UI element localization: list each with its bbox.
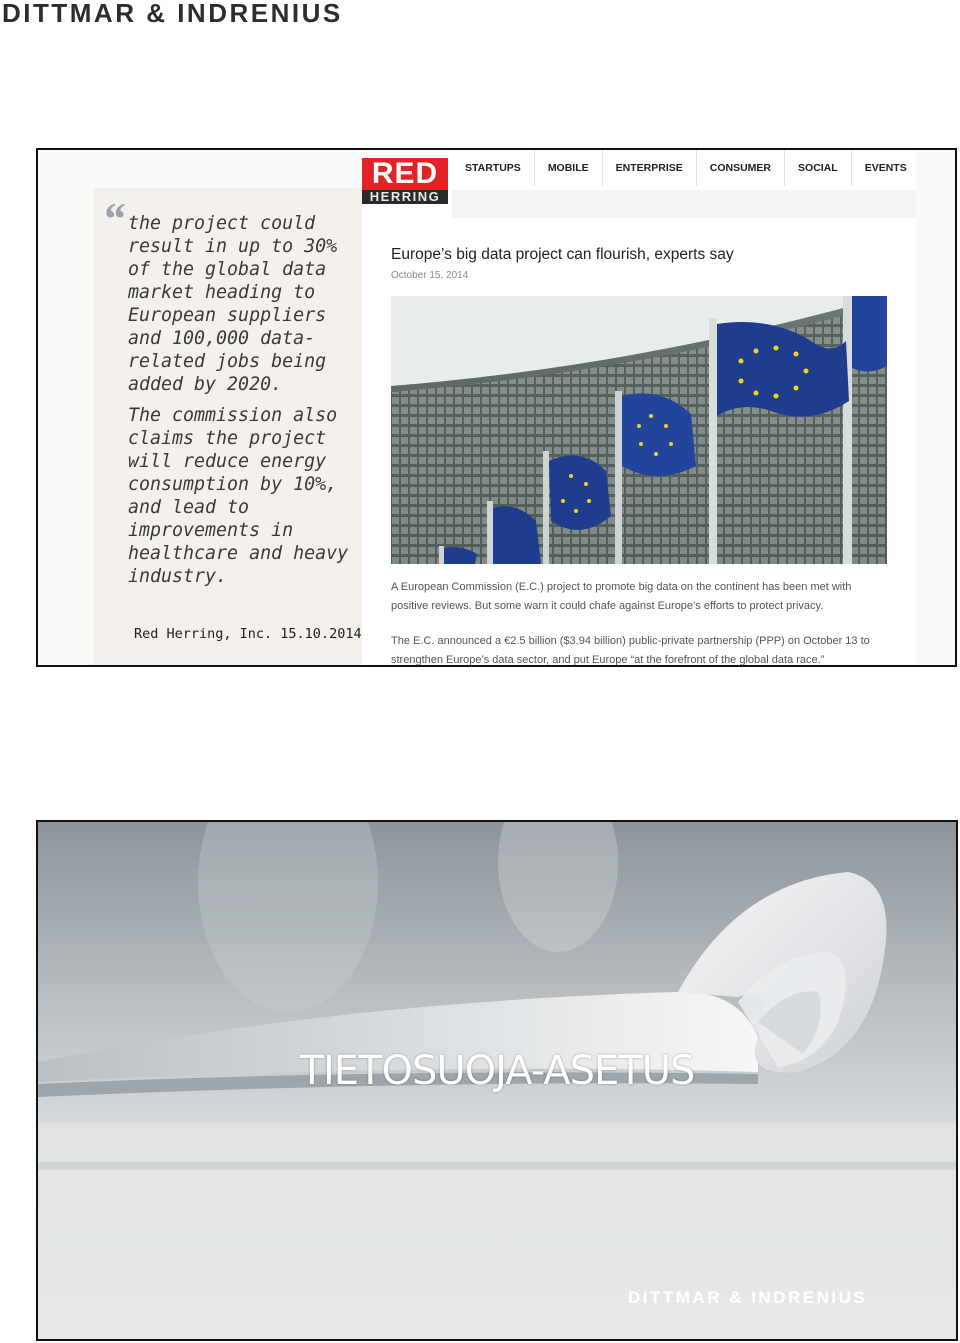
slide-title-tietosuoja	[36, 820, 958, 1341]
red-herring-logo[interactable]	[362, 158, 448, 204]
article-date: October 15, 2014	[391, 270, 469, 281]
nav-startups[interactable]: STARTUPS	[452, 150, 535, 186]
article-lede: A European Commission (E.C.) project to promote big data on the continent has been met with positive reviews. But some warn it could chafe against Europe’s efforts to protect privacy.	[391, 581, 852, 612]
nav-enterprise[interactable]: ENTERPRISE	[603, 150, 697, 186]
logo-herring-text: HERRING	[362, 190, 448, 204]
quote-paragraph-2: The commission also claims the project will reduce energy consumption by 10%, and lead to improvements in healthcare and heavy industry.	[128, 405, 349, 587]
company-logo: DITTMAR & INDRENIUS	[2, 0, 343, 28]
nav-mobile[interactable]: MOBILE	[535, 150, 603, 186]
quote-panel	[94, 188, 362, 667]
logo-red-text: RED	[362, 158, 448, 190]
quote-mark-icon: “	[102, 193, 125, 244]
article-headline[interactable]: Europe’s big data project can flourish, experts say	[391, 246, 734, 263]
quote-paragraph-1: the project could result in up to 30% of the global data market heading to European suppliers and 100,000 data-related jobs being added by 2020.	[128, 213, 338, 395]
article-screenshot	[362, 150, 916, 665]
slide-logo: DITTMAR & INDRENIUS	[628, 1288, 868, 1307]
nav-events[interactable]: EVENTS	[864, 162, 907, 174]
nav-social[interactable]: SOCIAL	[785, 150, 852, 186]
slide-title: TIETOSUOJA-ASETUS	[299, 1048, 695, 1094]
nav-bar-strip	[452, 190, 916, 218]
quote-text	[128, 212, 358, 596]
nav-consumer[interactable]: CONSUMER	[697, 150, 785, 186]
article-body: The E.C. announced a €2.5 billion ($3.94 billion) public-private partnership (PPP) on October 13 to strengthen Europe’s data sector, and put Europe “at the forefront of the global data race.”	[391, 635, 870, 666]
eu-flags-photo	[391, 296, 887, 564]
quote-source: Red Herring, Inc. 15.10.2014	[134, 626, 362, 642]
slide-article-quote	[36, 148, 957, 667]
site-nav	[452, 150, 916, 190]
